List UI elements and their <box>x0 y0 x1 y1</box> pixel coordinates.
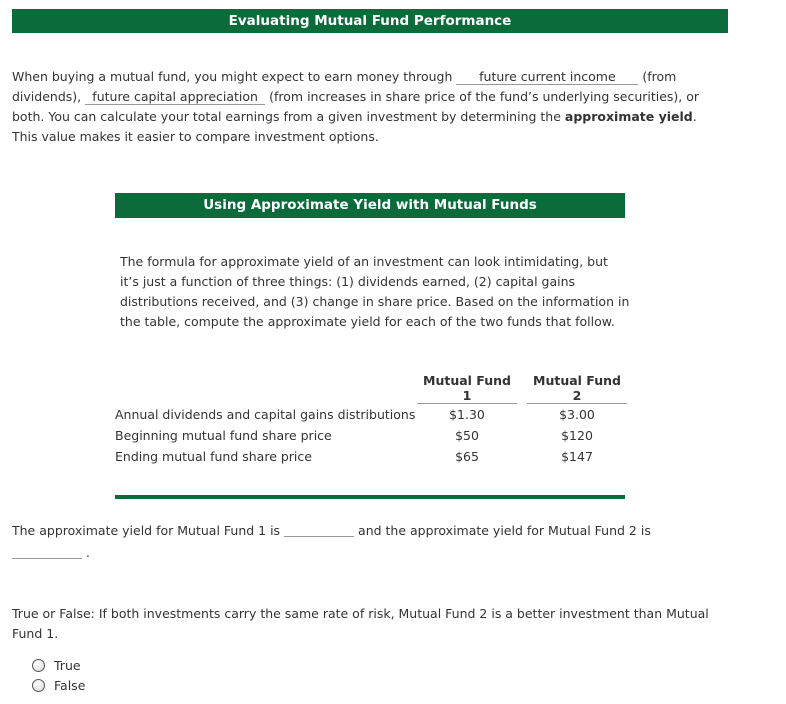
row-label: Ending mutual fund share price <box>115 449 312 464</box>
approximate-yield-term: approximate yield <box>564 109 693 124</box>
cell-gap <box>517 404 527 426</box>
fund-2-value: $120 <box>561 428 593 443</box>
fund-1-value: $50 <box>455 428 479 443</box>
true-false-options <box>32 655 85 695</box>
page-title: Evaluating Mutual Fund Performance <box>12 9 728 33</box>
option-label: True <box>54 657 81 673</box>
fund-1-yield-dropdown[interactable] <box>284 522 354 537</box>
fund-data-table <box>115 373 627 467</box>
option-false[interactable] <box>32 675 85 695</box>
table-header-blank <box>115 373 417 404</box>
yield-text-2: and the approximate yield for Mutual Fund 2 is <box>358 523 651 538</box>
fund-1-value: $1.30 <box>449 407 485 422</box>
table-header-row <box>115 373 627 404</box>
row-label: Beginning mutual fund share price <box>115 428 332 443</box>
table-row <box>115 404 627 426</box>
intro-paragraph <box>12 67 724 147</box>
header-gap <box>517 373 527 404</box>
yield-question <box>12 520 724 564</box>
income-answer-dropdown[interactable]: future current income <box>456 69 638 85</box>
option-label: False <box>54 677 86 693</box>
header-fund-1: Mutual Fund 1 <box>417 373 517 404</box>
cell-gap <box>517 446 527 467</box>
option-true[interactable] <box>32 655 85 675</box>
yield-text-1: The approximate yield for Mutual Fund 1 is <box>12 523 281 538</box>
fund-2-value: $3.00 <box>559 407 595 422</box>
section-title: Using Approximate Yield with Mutual Funds <box>115 193 625 218</box>
section-body: The formula for approximate yield of an investment can look intimidating, but it’s just a function of three things: (1) dividends earned, (2) capital gains distributions received, and (3) change in share price. Based on the information in the table, compute the approximate yield for each of the two funds that follow. <box>120 254 630 329</box>
intro-text-3: (from increases in share price of the fund’s underlying securities), or both. You can calculate your total earnings from a given investment by determining the <box>12 89 700 124</box>
header-fund-2: Mutual Fund 2 <box>527 373 627 404</box>
fund-2-value: $147 <box>561 449 593 464</box>
section-divider <box>115 495 625 499</box>
cell-gap <box>517 425 527 446</box>
row-label: Annual dividends and capital gains distributions <box>115 406 416 422</box>
intro-text-4: . This value makes it easier to compare investment options. <box>12 109 697 144</box>
fund-2-yield-dropdown[interactable] <box>12 544 82 559</box>
yield-text-end: . <box>85 545 90 560</box>
intro-text-2: (from dividends), <box>12 69 677 104</box>
capital-answer-dropdown[interactable]: future capital appreciation <box>85 89 265 105</box>
fund-1-value: $65 <box>455 449 479 464</box>
intro-text-1: When buying a mutual fund, you might expect to earn money through <box>12 69 453 84</box>
radio-button-icon[interactable] <box>32 679 45 692</box>
true-false-question: True or False: If both investments carry the same rate of risk, Mutual Fund 2 is a better investment than Mutual Fund 1. <box>12 606 709 641</box>
table-row <box>115 425 627 446</box>
radio-button-icon[interactable] <box>32 659 45 672</box>
table-row <box>115 446 627 467</box>
